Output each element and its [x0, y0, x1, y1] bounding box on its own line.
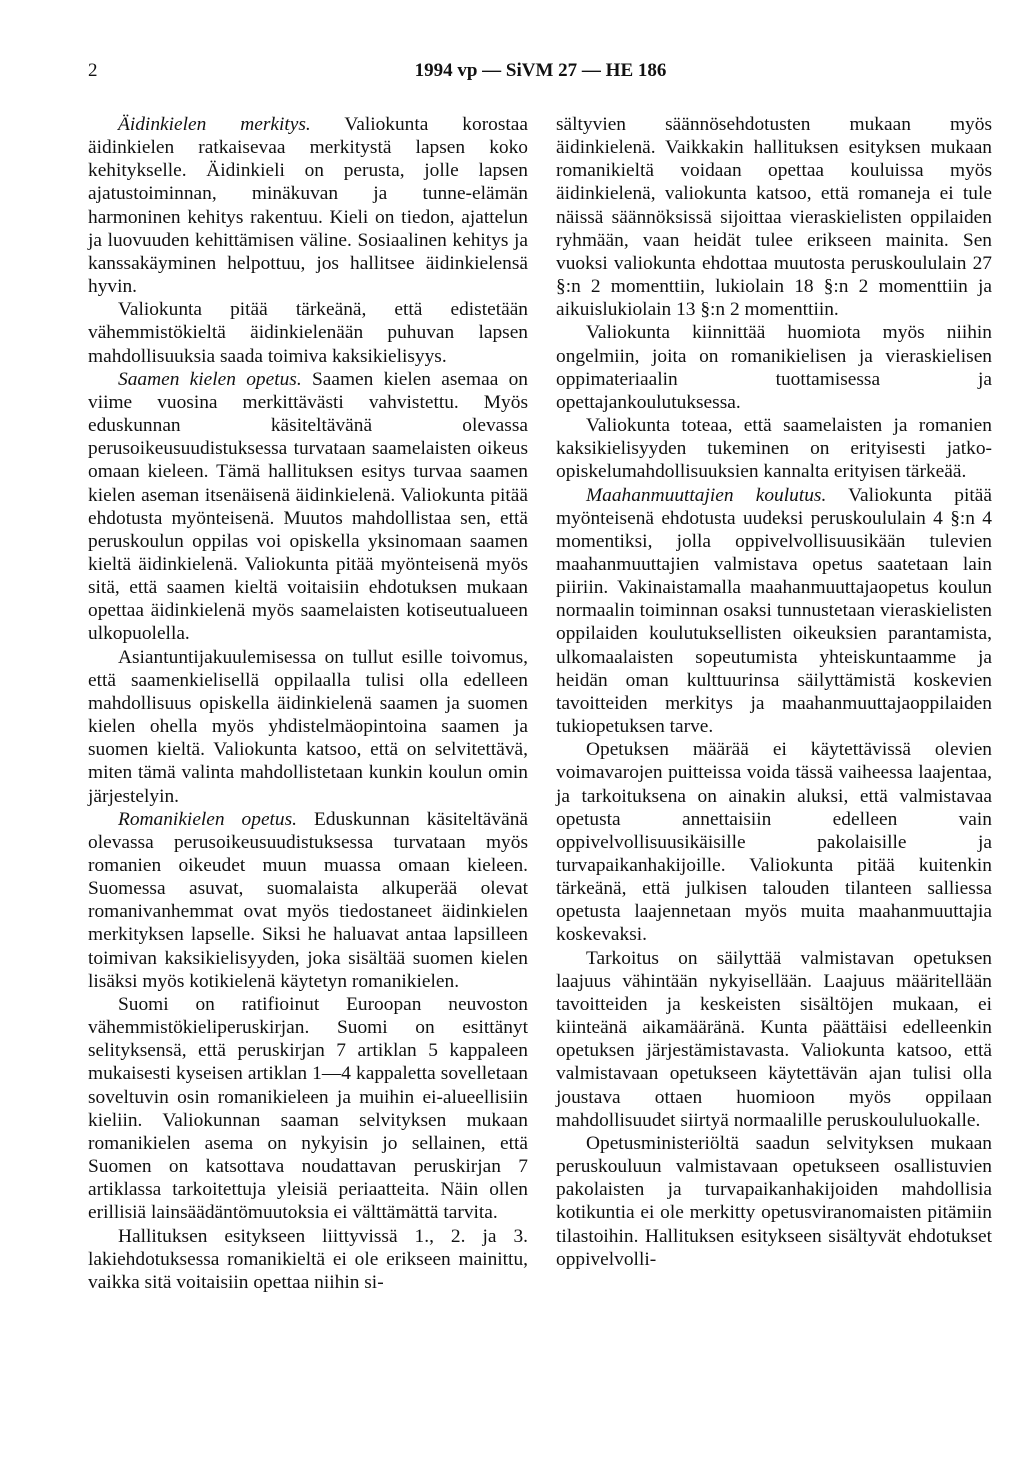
paragraph — [88, 298, 528, 367]
paragraph — [88, 646, 528, 808]
paragraph — [556, 947, 992, 1132]
paragraph-text: Eduskunnan käsiteltävänä olevassa perusoikeusuudistuksessa turvataan myös romanien oikeudet muun muassa omaan kieleen. Suomessa asuvat, suomalaista alkuperää olevat romanivanhemmat ovat myös tiedostaneet äidinkielen merkityksen lapselle. Siksi he haluavat antaa lapsilleen toimivan kaksikielisyyden, joka sisältää suomen kielen lisäksi myös kotikielenä käytetyn romanikielen. — [88, 808, 528, 992]
paragraph-text: Valiokunta korostaa äidinkielen ratkaisevaa merkitystä lapsen koko kehitykselle. Äidinkieli on perusta, jolle lapsen ajatustoiminnan, minäkuvan ja tunne-elämän harmoninen kehitys rakentuu. Kieli on tiedon, ajattelun ja luovuuden kehittämisen väline. Sosiaalinen kehitys ja kanssakäyminen helpottuu, jos hallitsee äidinkielensä hyvin. — [88, 114, 529, 298]
paragraph-text: Valiokunta pitää tärkeänä, että edistetään vähemmistökieltä äidinkielenään puhuvan lapsen mahdollisuuksia saada toimiva kaksikielisyys. — [88, 299, 528, 367]
paragraph-text: Valiokunta toteaa, että saamelaisten ja romanien kaksikielisyyden tukeminen on erityisesti jatko-opiskelumahdollisuuksien kannalta erityisen tärkeää. — [556, 415, 992, 483]
paragraph-text: Saamen kielen asemaa on viime vuosina merkittävästi vahvistettu. Myös eduskunnan käsiteltävänä olevassa perusoikeusuudistuksessa turvataan saamelaisten oikeus omaan kieleen. Tämä hallituksen esitys turvaa saamen kielen aseman itsenäisenä äidinkielenä. Valiokunta pitää ehdotusta myönteisenä. Muutos mahdollistaa sen, että peruskoulun oppilas voi opiskella yksinomaan saamen kieltä äidinkielenä. Valiokunta pitää myönteisenä myös sitä, että saamen kieltä voitaisiin ehdotuksen mukaan opettaa äidinkielenä myös saamelaisten kotiseutualueen ulkopuolella. — [88, 368, 528, 645]
paragraph-text: Opetusministeriöltä saadun selvityksen mukaan peruskouluun valmistavaan opetukseen osallistuvien pakolaisten ja turvapaikanhakijoiden mahdollisia kotikuntia ei ole merkitty opetusviranomaisten pitämiin tilastoihin. Hallituksen esitykseen sisältyvät ehdotukset oppivelvolli- — [556, 1132, 992, 1270]
section-heading: Romanikielen opetus. — [118, 808, 298, 830]
paragraph-text: Valiokunta pitää myönteisenä ehdotusta uudeksi peruskoululain 4 §:n 4 momentiksi, jolla oppivelvollisuusikään tulevien maahanmuuttajien valmistava opetus saatetaan lain piiriin. Vakinaistamalla maahanmuuttajaopetus koulun normaalin toiminnan osaksi tunnustetaan vieraskielisten oppilaiden koulutuksellisten oikeuksien parantamista, ulkomaalaisten sopeutumista yhteiskuntaamme ja heidän oman kulttuurinsa säilyttämistä koskevien tavoitteiden merkitys ja maahanmuuttajaoppilaiden tukiopetuksen tarve. — [556, 484, 992, 738]
paragraph — [556, 1132, 992, 1271]
paragraph — [88, 113, 528, 298]
paragraph — [88, 1225, 528, 1294]
paragraph-text: Suomi on ratifioinut Euroopan neuvoston vähemmistökieliperuskirjan. Suomi on esittänyt selityksensä, että peruskirjan 7 artiklan 5 kappaleen mukaisesti kyseisen artiklan 1—4 kappaletta sovelletaan soveltuvin osin romanikieleen ja muihin ei-alueellisiin kieliin. Valiokunnan saaman selvityksen mukaan romanikielen asema on nykyisin jo sellainen, että Suomen on katsottava noudattavan peruskirjan 7 artiklassa tarkoitettuja yleisiä periaatteita. Näin ollen erillisiä lainsäädäntömuutoksia ei välttämättä tarvita. — [88, 993, 528, 1224]
section-heading: Saamen kielen opetus. — [118, 368, 302, 390]
paragraph — [556, 414, 992, 483]
paragraph-text: Opetuksen määrää ei käytettävissä olevien voimavarojen puitteissa voida tässä vaiheessa laajentaa, ja tarkoituksena on ainakin aluksi, että valmistavaa opetusta annettaisiin edelleen vain oppivelvollisuusikäisille pakolaisille ja turvapaikanhakijoille. Valiokunta pitää kuitenkin tärkeänä, että julkisen talouden tilanteen salliessa opetusta laajennetaan myös muita maahanmuuttajia koskevaksi. — [556, 739, 992, 946]
paragraph — [88, 993, 528, 1225]
paragraph — [556, 738, 992, 946]
paragraph — [556, 484, 992, 739]
page-number: 2 — [88, 60, 98, 81]
paragraph-text: Asiantuntijakuulemisessa on tullut esille toivomus, että saamenkielisellä oppilaalla tulisi olla edelleen mahdollisuus opiskella äidinkielenä saamen ja suomen kielen ohella myös yhdistelmäopintoina saamen ja suomen kieltä. Valiokunta katsoo, että on selvitettävä, miten tämä valinta mahdollistetaan kunkin koulun omin järjestelyin. — [88, 646, 528, 807]
paragraph-text: Tarkoitus on säilyttää valmistavan opetuksen laajuus vähintään nykyisellään. Laajuus määritellään tavoitteiden ja keskeisten sisältöjen mukaan, ei kiinteänä aikamääränä. Kunta päättäisi edelleenkin opetuksen järjestämistavasta. Valiokunta katsoo, että valmistavaan opetukseen käytettävän ajan tulisi olla joustava ottaen huomioon myös oppilaan mahdollisuudet siirtyä normaalille peruskoululuokalle. — [556, 947, 992, 1131]
right-column — [556, 113, 992, 1271]
running-head: 1994 vp — SiVM 27 — HE 186 — [414, 60, 667, 81]
paragraph — [88, 808, 528, 993]
paragraph-text: Hallituksen esitykseen liittyvissä 1., 2. ja 3. lakiehdotuksessa romanikieltä ei ole erikseen mainittu, vaikka sitä voitaisiin opettaa niihin si- — [88, 1225, 528, 1293]
page-header — [88, 60, 993, 90]
paragraph-text: sältyvien säännösehdotusten mukaan myös äidinkielenä. Vaikkakin hallituksen esityksen mukaan romanikieltä voidaan opettaa kouluissa myös äidinkielenä, valiokunta katsoo, että romaneja ei tule näissä säännöksissä sijoittaa vieraskielisten oppilaiden ryhmään, vaan heidät tulee erikseen mainita. Sen vuoksi valiokunta ehdottaa muutosta peruskoululain 27 §:n 2 momenttiin, lukiolain 18 §:n 2 momenttiin ja aikuislukiolain 13 §:n 2 momenttiin. — [556, 114, 992, 321]
paragraph — [556, 113, 992, 321]
section-heading: Äidinkielen merkitys. — [118, 114, 311, 135]
section-heading: Maahanmuuttajien koulutus. — [586, 484, 827, 506]
paragraph-text: Valiokunta kiinnittää huomiota myös niihin ongelmiin, joita on romanikielisen ja vieraskielisen oppimateriaalin tuottamisessa ja opettajankoulutuksessa. — [556, 322, 992, 413]
paragraph — [88, 368, 528, 646]
paragraph — [556, 321, 992, 414]
left-column — [88, 113, 528, 1294]
